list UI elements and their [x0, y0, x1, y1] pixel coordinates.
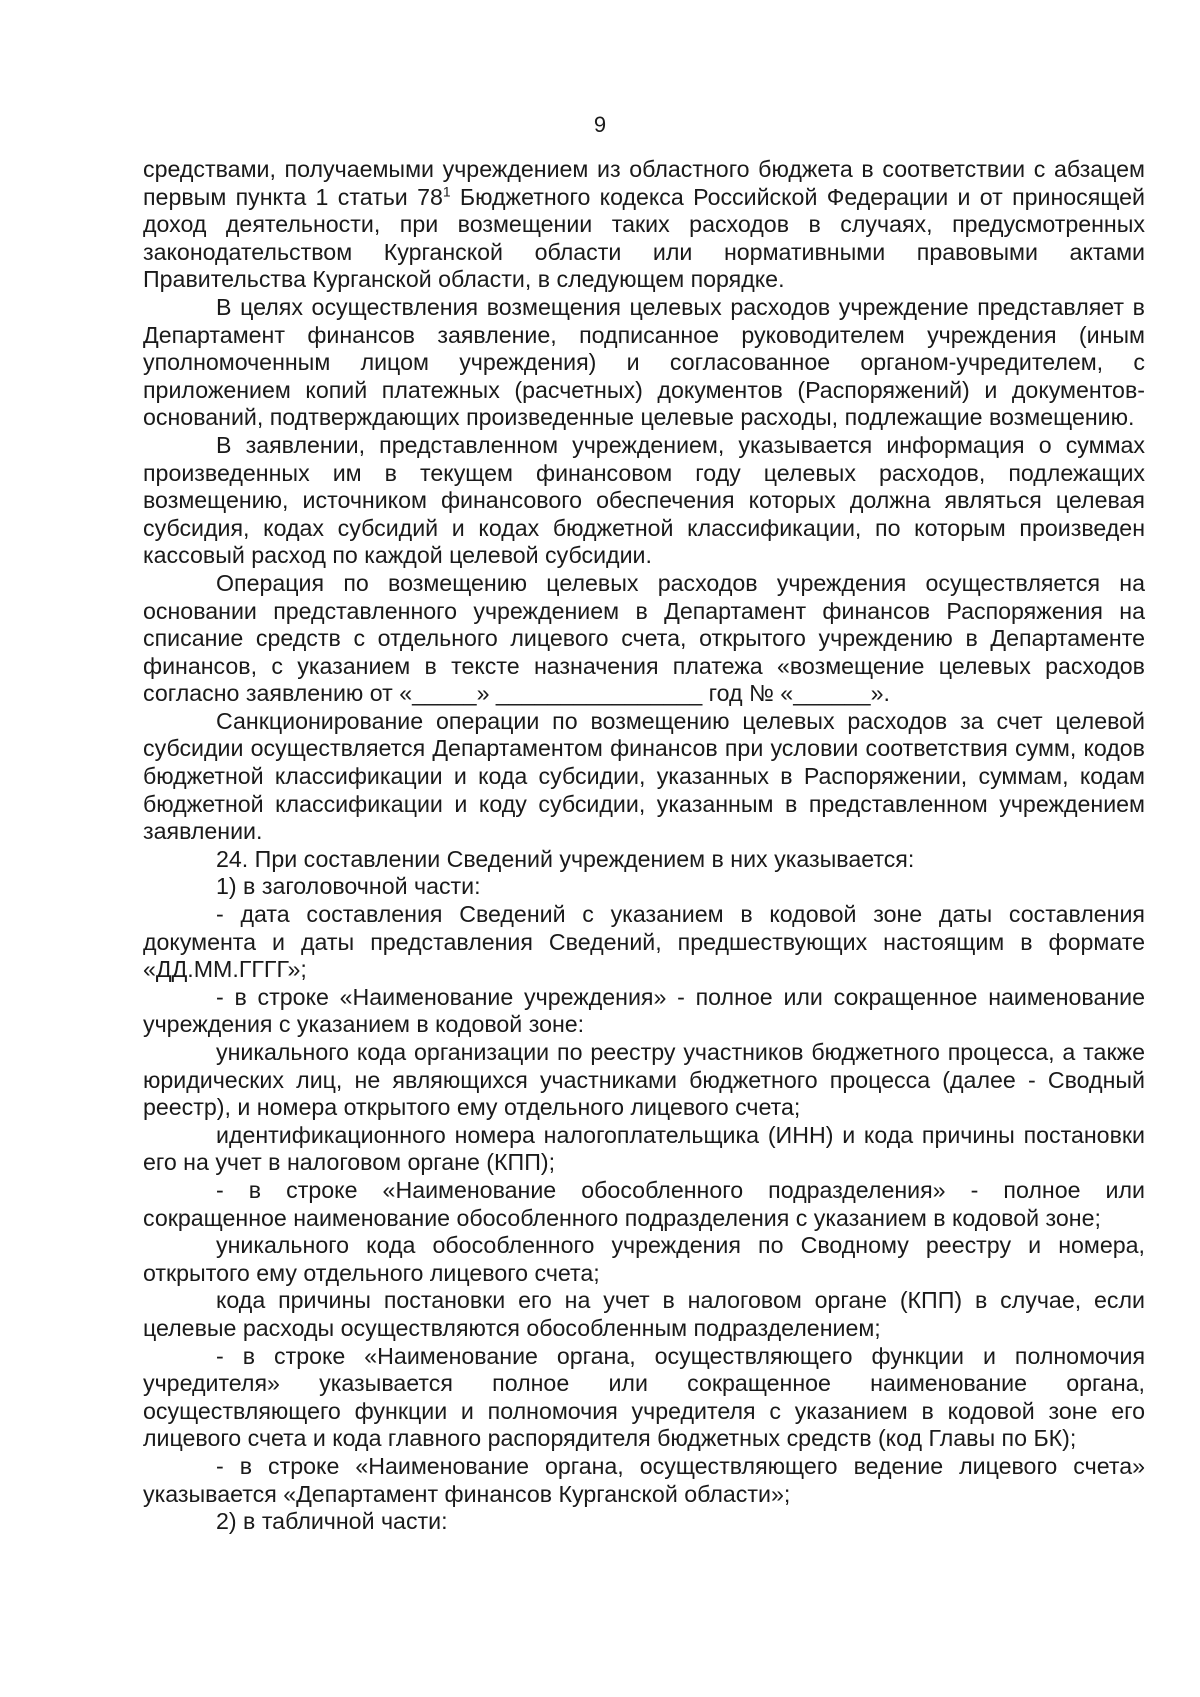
paragraph-p6 — [143, 846, 1145, 874]
text-run: Бюджетного кодекса Российской Федерации и от приносящей доход деятельности, при возмещении таких расходов в случаях, предусмотренных законодательством Курганской области или нормативными правовыми актами Правительства Курганской области, в следующем порядке. — [143, 183, 1145, 293]
paragraph-p2 — [143, 294, 1145, 432]
text-run: 1) в заголовочной части: — [216, 873, 481, 900]
paragraph-p13 — [143, 1232, 1145, 1287]
document-body — [143, 156, 1145, 1536]
paragraph-p15 — [143, 1343, 1145, 1453]
paragraph-p12 — [143, 1177, 1145, 1232]
paragraph-p11 — [143, 1122, 1145, 1177]
text-run: Операция по возмещению целевых расходов учреждения осуществляется на основании представленного учреждением в Департамент финансов Распоряжения на списание средств с отдельного лицевого счета, открытого учреждению в Департаменте финансов, с указанием в тексте назначения платежа «возмещение целевых расходов согласно заявлению от «_____» ________________ год № «______». — [143, 569, 1145, 707]
paragraph-p1 — [143, 156, 1145, 294]
text-run: средствами, получаемыми учреждением из областного бюджета в соответствии с абзацем первым пункта 1 статьи 78 — [143, 156, 1145, 210]
text-run: Санкционирование операции по возмещению целевых расходов за счет целевой субсидии осуществляется Департаментом финансов при условии соответствия сумм, кодов бюджетной классификации и кода субсидии, указанных в Распоряжении, суммам, кодам бюджетной классификации и коду субсидии, указанным в представленном учреждением заявлении. — [143, 707, 1145, 845]
paragraph-p16 — [143, 1453, 1145, 1508]
text-run: - в строке «Наименование обособленного подразделения» - полное или сокращенное наименование обособленного подразделения с указанием в кодовой зоне; — [143, 1176, 1145, 1231]
paragraph-p10 — [143, 1039, 1145, 1122]
paragraph-p5 — [143, 708, 1145, 846]
text-run: - в строке «Наименование органа, осуществляющего ведение лицевого счета» указывается «Департамент финансов Курганской области»; — [143, 1452, 1145, 1507]
paragraph-p3 — [143, 432, 1145, 570]
text-run: - дата составления Сведений с указанием в кодовой зоне даты составления документа и даты представления Сведений, предшествующих настоящим в формате «ДД.ММ.ГГГГ»; — [143, 901, 1145, 983]
text-run: уникального кода обособленного учреждения по Сводному реестру и номера, открытого ему отдельного лицевого счета; — [143, 1232, 1145, 1286]
text-run: идентификационного номера налогоплательщика (ИНН) и кода причины постановки его на учет в налоговом органе (КПП); — [143, 1121, 1145, 1176]
text-run: 24. При составлении Сведений учреждением в них указывается: — [216, 845, 915, 872]
paragraph-p9 — [143, 984, 1145, 1039]
text-run: - в строке «Наименование органа, осуществляющего функции и полномочия учредителя» указывается полное или сокращенное наименование органа, осуществляющего функции и полномочия учредителя с указанием в кодовой зоне его лицевого счета и кода главного распорядителя бюджетных средств (код Главы по БК); — [143, 1342, 1145, 1452]
text-run: - в строке «Наименование учреждения» - полное или сокращенное наименование учреждения с указанием в кодовой зоне: — [143, 983, 1145, 1038]
paragraph-p7 — [143, 873, 1145, 901]
text-run: В заявлении, представленном учреждением, указывается информация о суммах произведенных им в текущем финансовом году целевых расходов, подлежащих возмещению, источником финансового обеспечения которых должна являться целевая субсидия, кодах субсидий и кодах бюджетной классификации, по которым произведен кассовый расход по каждой целевой субсидии. — [143, 431, 1145, 569]
text-run: 2) в табличной части: — [216, 1508, 448, 1535]
paragraph-p8 — [143, 901, 1145, 984]
paragraph-p17 — [143, 1508, 1145, 1536]
superscript: 1 — [442, 182, 451, 199]
text-run: кода причины постановки его на учет в налоговом органе (КПП) в случае, если целевые расходы осуществляются обособленным подразделением; — [143, 1287, 1145, 1341]
text-run: уникального кода организации по реестру участников бюджетного процесса, а также юридических лиц, не являющихся участниками бюджетного процесса (далее - Сводный реестр), и номера открытого ему отдельного лицевого счета; — [143, 1039, 1145, 1121]
paragraph-p14 — [143, 1287, 1145, 1342]
page-number: 9 — [593, 112, 607, 137]
text-run: В целях осуществления возмещения целевых расходов учреждение представляет в Департамент финансов заявление, подписанное руководителем учреждения (иным уполномоченным лицом учреждения) и согласованное органом-учредителем, с приложением копий платежных (расчетных) документов (Распоряжений) и документов-оснований, подтверждающих произведенные целевые расходы, подлежащие возмещению. — [143, 293, 1145, 431]
paragraph-p4 — [143, 570, 1145, 708]
